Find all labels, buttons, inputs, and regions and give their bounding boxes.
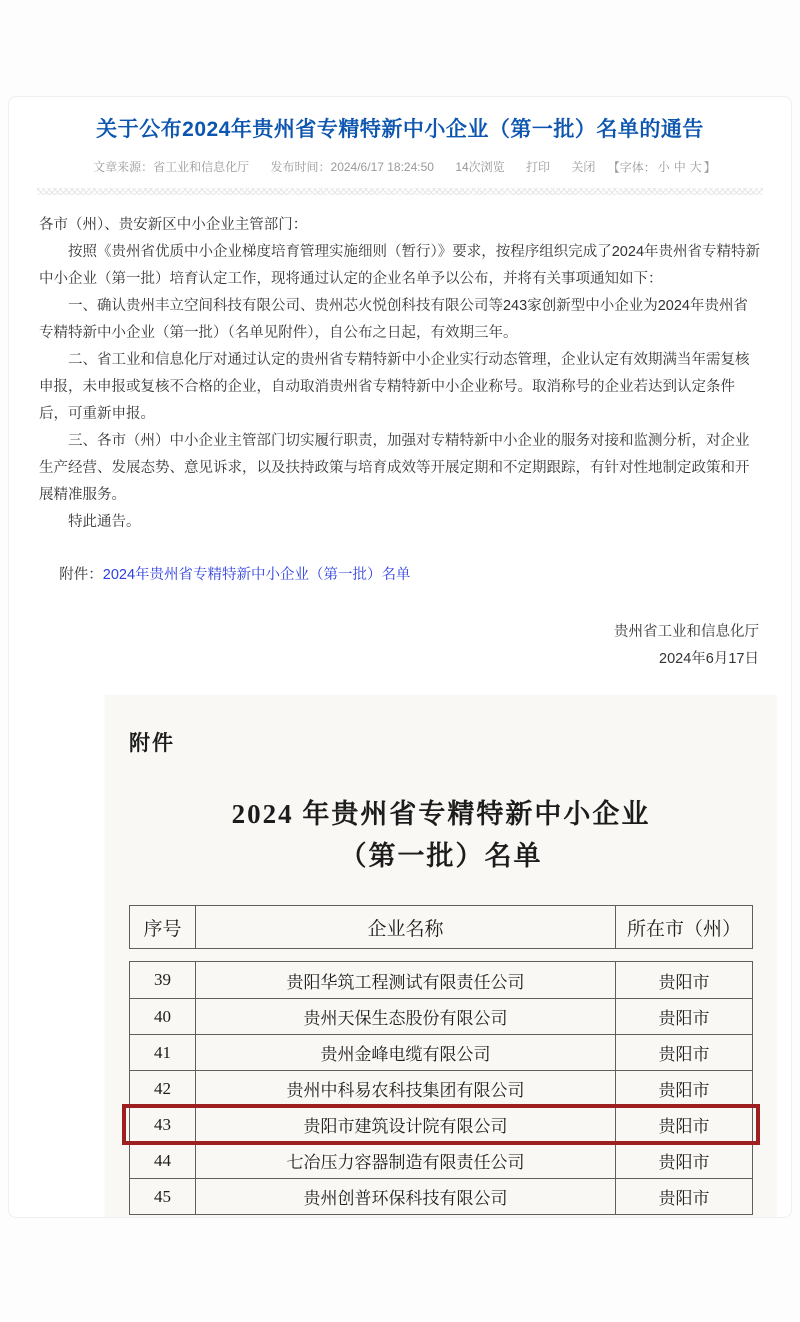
scan-title-line1: 2024 年贵州省专精特新中小企业: [231, 799, 651, 829]
cell-no: 41: [130, 1035, 196, 1070]
cell-company-name: 贵阳华筑工程测试有限责任公司: [196, 962, 616, 998]
scan-title-line2: （第一批）名单: [339, 841, 543, 871]
company-table: [129, 905, 753, 1215]
attachment-row: [9, 562, 791, 589]
cell-company-name: 贵州中科易农科技集团有限公司: [196, 1071, 616, 1106]
hatched-divider: [37, 188, 763, 195]
table-body: [129, 961, 753, 1215]
header-company-name: 企业名称: [196, 906, 616, 948]
cell-no: 39: [130, 962, 196, 998]
font-size-prefix: 【字体：: [607, 160, 656, 174]
font-large-button[interactable]: 大: [689, 160, 702, 174]
signature-org: 贵州省工业和信息化厅: [614, 624, 759, 640]
close-button[interactable]: 关闭: [571, 160, 596, 174]
paragraph: 一、确认贵州丰立空间科技有限公司、贵州芯火悦创科技有限公司等243家创新型中小企业为2024年贵州省专精特新中小企业（第一批）（名单见附件），自公布之日起，有效期三年。: [39, 298, 748, 341]
closing-line: 特此通告。: [68, 514, 141, 530]
page-title: 关于公布2024年贵州省专精特新中小企业（第一批）名单的通告: [96, 118, 704, 141]
cell-no: 43: [130, 1107, 196, 1142]
print-button[interactable]: 打印: [526, 160, 551, 174]
paragraph: 按照《贵州省优质中小企业梯度培育管理实施细则（暂行）》要求，按程序组织完成了2024年贵州省专精特新中小企业（第一批）培育认定工作，现将通过认定的企业名单予以公布，并将有关事项通知如下：: [39, 244, 761, 287]
cell-city: 贵阳市: [658, 1009, 710, 1028]
cell-city: 贵阳市: [658, 1045, 710, 1064]
attachment-label: 附件：: [59, 567, 103, 583]
font-small-button[interactable]: 小: [657, 160, 670, 174]
attachment-scan-image: [105, 695, 777, 1218]
cell-company-name: 贵州天保生态股份有限公司: [196, 999, 616, 1034]
signature-block: [9, 619, 791, 673]
article-source: 文章来源：省工业和信息化厅: [93, 160, 250, 174]
scan-corner-label: 附件: [129, 731, 175, 755]
cell-city: 贵阳市: [658, 1081, 710, 1100]
table-header: [129, 905, 753, 949]
table-row-highlighted: [130, 1106, 752, 1142]
cell-no: 40: [130, 999, 196, 1034]
cell-no: 45: [130, 1179, 196, 1214]
article-card: [8, 96, 792, 1218]
table-row: [130, 1070, 752, 1106]
paragraph: 三、各市（州）中小企业主管部门切实履行职责，加强对专精特新中小企业的服务对接和监测分析，对企业生产经营、发展态势、意见诉求，以及扶持政策与培育成效等开展定期和不定期跟踪，有针对性地制定政策和开展精准服务。: [39, 433, 750, 503]
publish-time: 发布时间：2024/6/17 18:24:50: [270, 160, 434, 174]
cell-city: 贵阳市: [658, 972, 710, 992]
font-size-control: [608, 159, 716, 173]
cell-city: 贵阳市: [658, 1153, 710, 1172]
table-row: [130, 962, 752, 998]
cell-company-name: 贵州创普环保科技有限公司: [196, 1179, 616, 1214]
header-no: 序号: [130, 906, 196, 948]
signature-date: 2024年6月17日: [659, 651, 759, 667]
cell-no: 44: [130, 1143, 196, 1178]
cell-city: 贵阳市: [658, 1117, 710, 1136]
table-row: [130, 1034, 752, 1070]
paragraph: 二、省工业和信息化厅对通过认定的贵州省专精特新中小企业实行动态管理，企业认定有效期满当年需复核申报，未申报或复核不合格的企业，自动取消贵州省专精特新中小企业称号。取消称号的企业若达到认定条件后，可重新申报。: [39, 352, 750, 422]
cell-no: 42: [130, 1071, 196, 1106]
salutation: 各市（州）、贵安新区中小企业主管部门：: [39, 217, 308, 233]
cell-company-name: 七冶压力容器制造有限责任公司: [196, 1143, 616, 1178]
header-city: 所在市（州）: [626, 918, 741, 940]
view-count: 14次浏览: [455, 160, 505, 174]
cell-company-name: 贵州金峰电缆有限公司: [196, 1035, 616, 1070]
article-body: [9, 195, 791, 536]
article-meta-bar: [9, 158, 791, 175]
table-row: [130, 1142, 752, 1178]
attachment-link[interactable]: 2024年贵州省专精特新中小企业（第一批）名单: [102, 567, 411, 583]
cell-city: 贵阳市: [658, 1189, 710, 1208]
table-row: [130, 998, 752, 1034]
cell-company-name: 贵阳市建筑设计院有限公司: [196, 1107, 616, 1142]
font-size-suffix: 】: [703, 160, 716, 174]
font-medium-button[interactable]: 中: [673, 160, 686, 174]
scan-title: [105, 695, 777, 877]
table-row: [130, 1178, 752, 1214]
